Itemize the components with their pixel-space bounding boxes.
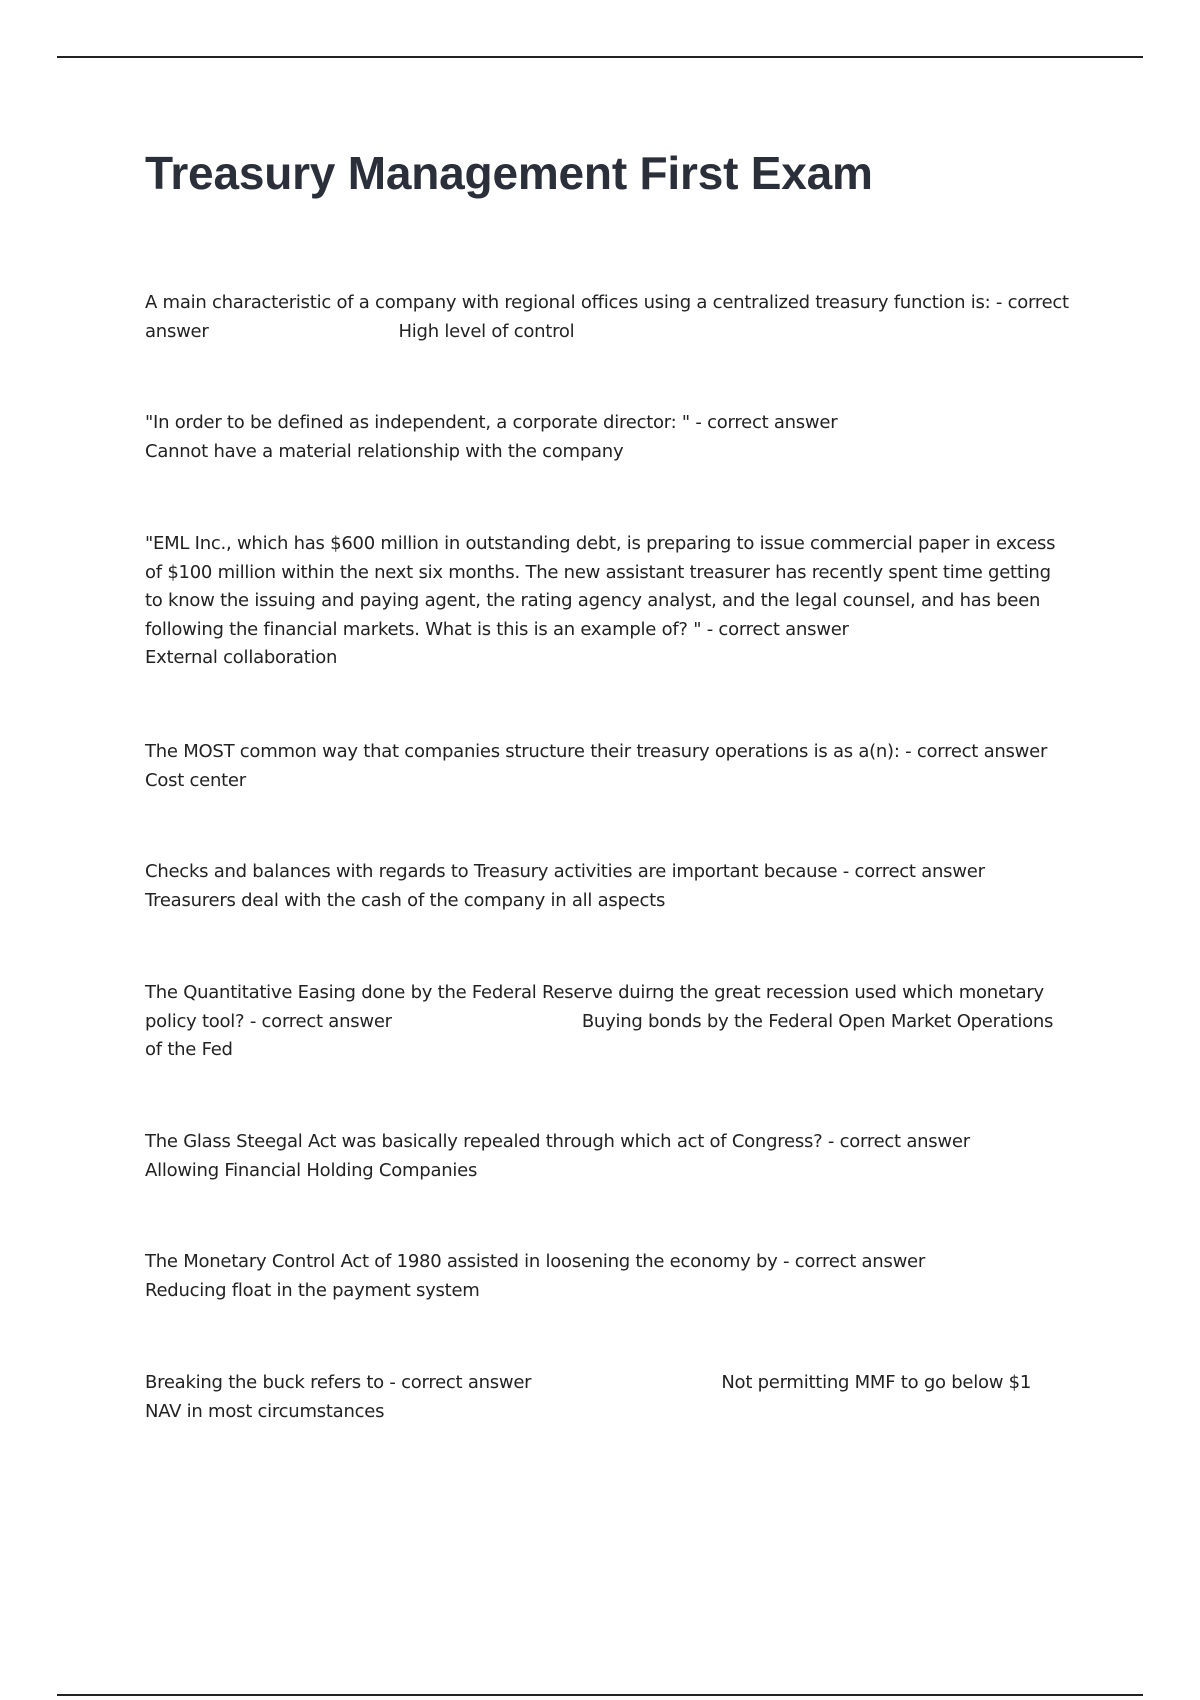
answer-text: Cost center: [145, 769, 246, 791]
qa-item-4: [145, 738, 1095, 795]
qa-item-7: [145, 1128, 1095, 1185]
question-text: of $100 million within the next six months. The new assistant treasurer has recently spent time getting: [145, 561, 1051, 583]
question-text: "In order to be defined as independent, a corporate director: " - correct answer: [145, 412, 838, 433]
answer-text: Buying bonds by the Federal Open Market Operations: [581, 1010, 1054, 1032]
qa-item-1: [145, 289, 1095, 346]
question-text: to know the issuing and paying agent, the rating agency analyst, and the legal counsel, and has been: [145, 590, 1041, 611]
question-text: The Monetary Control Act of 1980 assisted in loosening the economy by - correct answer: [145, 1251, 926, 1272]
answer-text: Not permitting MMF to go below $1: [721, 1372, 1032, 1393]
answer-text: Reducing float in the payment system: [145, 1279, 480, 1301]
question-text: The MOST common way that companies structure their treasury operations is as a(n): - correct answer: [145, 741, 1048, 762]
question-text: Checks and balances with regards to Treasury activities are important because - correct answer: [145, 861, 985, 882]
answer-text: NAV in most circumstances: [145, 1400, 385, 1422]
question-text: answer: [145, 320, 209, 342]
answer-text: Cannot have a material relationship with the company: [145, 440, 624, 462]
qa-item-2: [145, 409, 1095, 466]
qa-item-6: [145, 979, 1095, 1065]
qa-item-9: [145, 1369, 1095, 1426]
answer-text: of the Fed: [145, 1039, 233, 1060]
answer-text: External collaboration: [145, 647, 338, 668]
qa-item-8: [145, 1248, 1095, 1305]
question-text: The Quantitative Easing done by the Federal Reserve duirng the great recession used which monetary: [145, 982, 1044, 1003]
page-title: Treasury Management First Exam: [145, 147, 873, 199]
question-text: Breaking the buck refers to - correct answer: [145, 1372, 532, 1393]
qa-item-5: [145, 858, 1095, 915]
top-rule: [57, 56, 1143, 58]
bottom-rule: [57, 1694, 1143, 1696]
answer-text: Treasurers deal with the cash of the company in all aspects: [145, 889, 666, 911]
answer-text: Allowing Financial Holding Companies: [145, 1159, 478, 1181]
question-text: following the financial markets. What is this is an example of? " - correct answer: [145, 618, 849, 640]
question-text: policy tool? - correct answer: [145, 1010, 392, 1032]
question-text: "EML Inc., which has $600 million in outstanding debt, is preparing to issue commercial paper in excess: [145, 533, 1056, 554]
answer-text: High level of control: [398, 320, 575, 342]
question-text: A main characteristic of a company with regional offices using a centralized treasury function is: - correct: [145, 292, 1069, 313]
qa-item-3: [145, 530, 1095, 673]
question-text: The Glass Steegal Act was basically repealed through which act of Congress? - correct answer: [145, 1131, 970, 1152]
